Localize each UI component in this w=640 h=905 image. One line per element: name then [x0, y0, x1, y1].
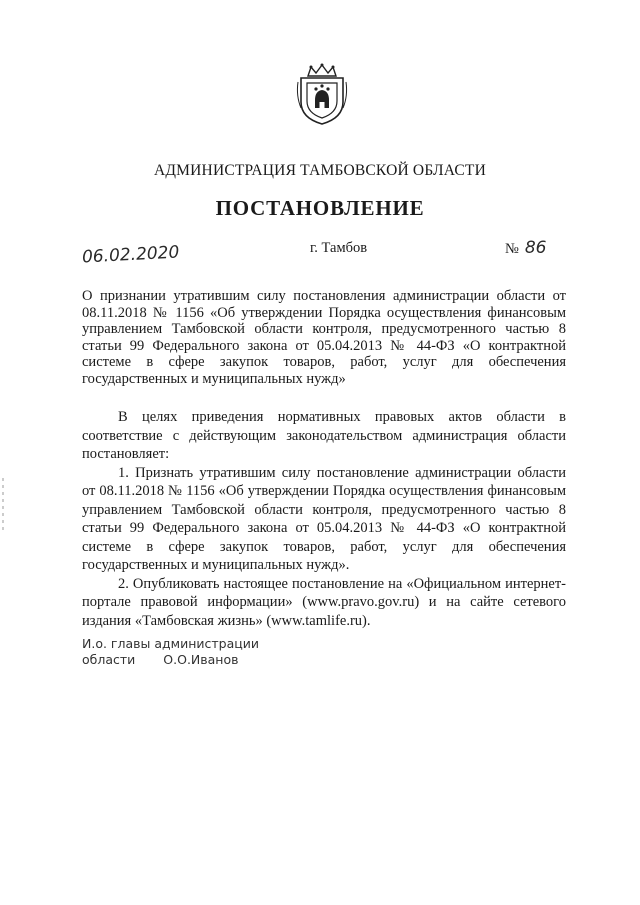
signature-block	[82, 636, 259, 668]
document-type: ПОСТАНОВЛЕНИЕ	[215, 196, 425, 220]
document-number	[505, 238, 546, 258]
document-city: г. Тамбов	[310, 240, 368, 256]
document-body	[82, 408, 566, 630]
item-1-paragraph: 1. Признать утратившим силу постановление администрации области от 08.11.2018 № 1156 «Об утверждении Порядка осуществления финансовым управлением Тамбовской области контроля, предусмотренного частью 8 статьи 99 Федерального закона от 05.04.2013 № 44-ФЗ «О контрактной системе в сфере закупок товаров, работ, услуг для обеспечения государственных и муниципальных нужд».	[82, 464, 566, 573]
document-subject: О признании утратившим силу постановления администрации области от 08.11.2018 № 1156 «Об утверждении Порядка осуществления финансовым управлением Тамбовской области контроля, предусмотренного частью 8 статьи 99 Федерального закона от 05.04.2013 № 44-ФЗ «О контрактной системе в сфере закупок товаров, работ, услуг для обеспечения государственных и муниципальных нужд»	[82, 288, 566, 387]
document-date: 06.02.2020	[81, 242, 180, 268]
signatory-name: О.О.Иванов	[163, 652, 239, 667]
organization-name: АДМИНИСТРАЦИЯ ТАМБОВСКОЙ ОБЛАСТИ	[154, 162, 486, 179]
signatory-position: И.о. главы администрации	[82, 636, 260, 651]
number-sign: №	[505, 241, 519, 257]
coat-of-arms-icon	[295, 62, 349, 126]
preamble-paragraph: В целях приведения нормативных правовых актов области в соответствие с действующим законодательством администрация области постановляет:	[82, 409, 566, 462]
item-2-paragraph: 2. Опубликовать настоящее постановление на «Официальном интернет-портале правовой информации» (www.pravo.gov.ru) и на сайте сетевого издания «Тамбовская жизнь» (www.tamlife.ru).	[82, 575, 566, 629]
number-value: 86	[524, 238, 547, 258]
signatory-position-cont: области	[82, 652, 136, 667]
scan-margin-mark	[1, 478, 5, 534]
